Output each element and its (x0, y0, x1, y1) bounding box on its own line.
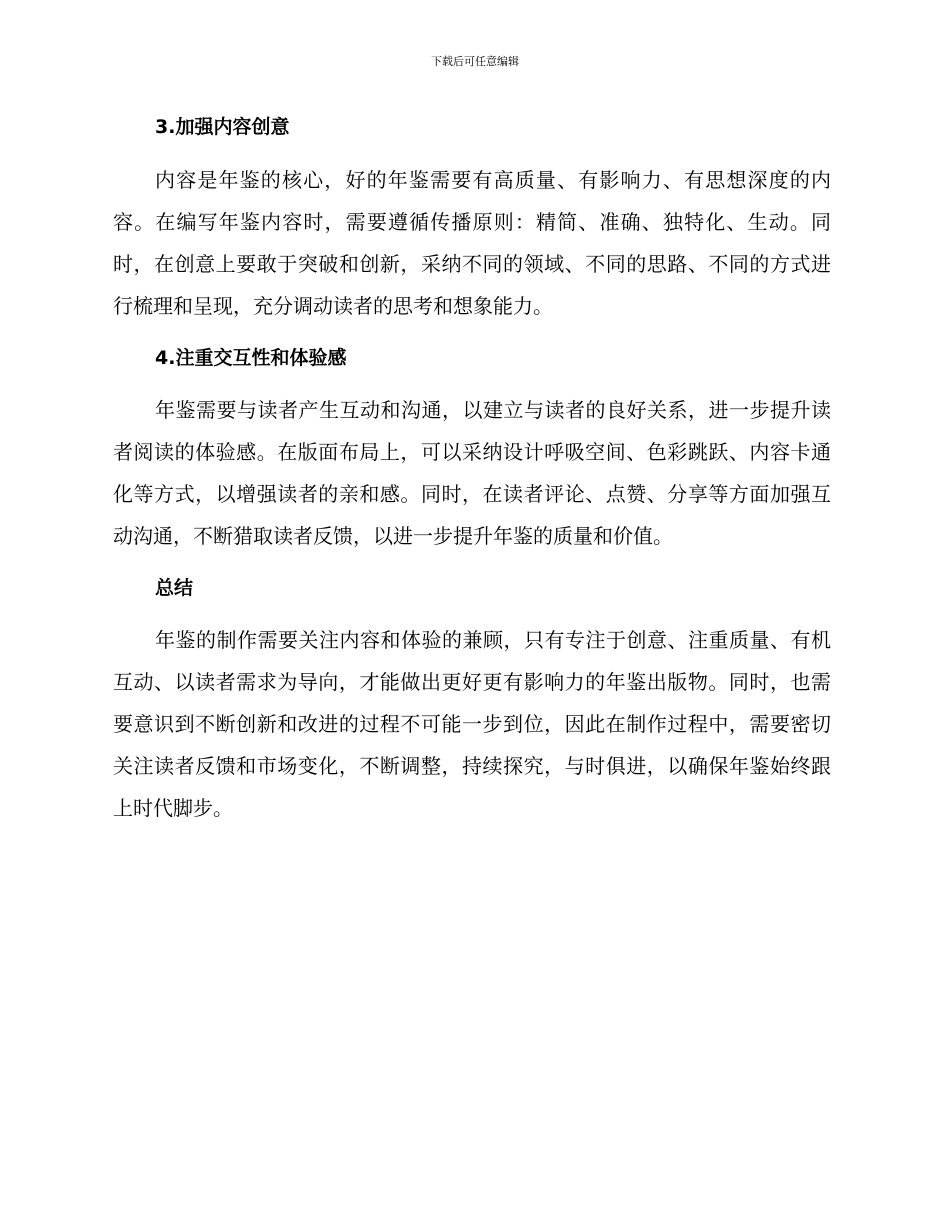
section-paragraph-summary: 年鉴的制作需要关注内容和体验的兼顾，只有专注于创意、注重质量、有机互动、以读者需求为导向，才能做出更好更有影响力的年鉴出版物。同时，也需要意识到不断创新和改进的过程不可能一步到位，因此在制作过程中，需要密切关注读者反馈和市场变化，不断调整，持续探究，与时俱进，以确保年鉴始终跟上时代脚步。 (113, 628, 831, 820)
section-heading-interactivity: 4.注重交互性和体验感 (155, 347, 347, 369)
section-paragraph-interactivity: 年鉴需要与读者产生互动和沟通，以建立与读者的良好关系，进一步提升读者阅读的体验感。在版面布局上，可以采纳设计呼吸空间、色彩跳跃、内容卡通化等方式，以增强读者的亲和感。同时，在读者评论、点赞、分享等方面加强互动沟通，不断猎取读者反馈，以进一步提升年鉴的质量和价值。 (113, 398, 831, 548)
document-body (113, 108, 831, 829)
page-header: 下载后可任意编辑 (431, 55, 519, 68)
section-paragraph-content-creativity: 内容是年鉴的核心，好的年鉴需要有高质量、有影响力、有思想深度的内容。在编写年鉴内容时，需要遵循传播原则：精简、准确、独特化、生动。同时，在创意上要敢于突破和创新，采纳不同的领域、不同的思路、不同的方式进行梳理和呈现，充分调动读者的思考和想象能力。 (113, 168, 831, 318)
section-heading-content-creativity: 3.加强内容创意 (155, 116, 290, 138)
section-heading-summary: 总结 (155, 577, 194, 599)
